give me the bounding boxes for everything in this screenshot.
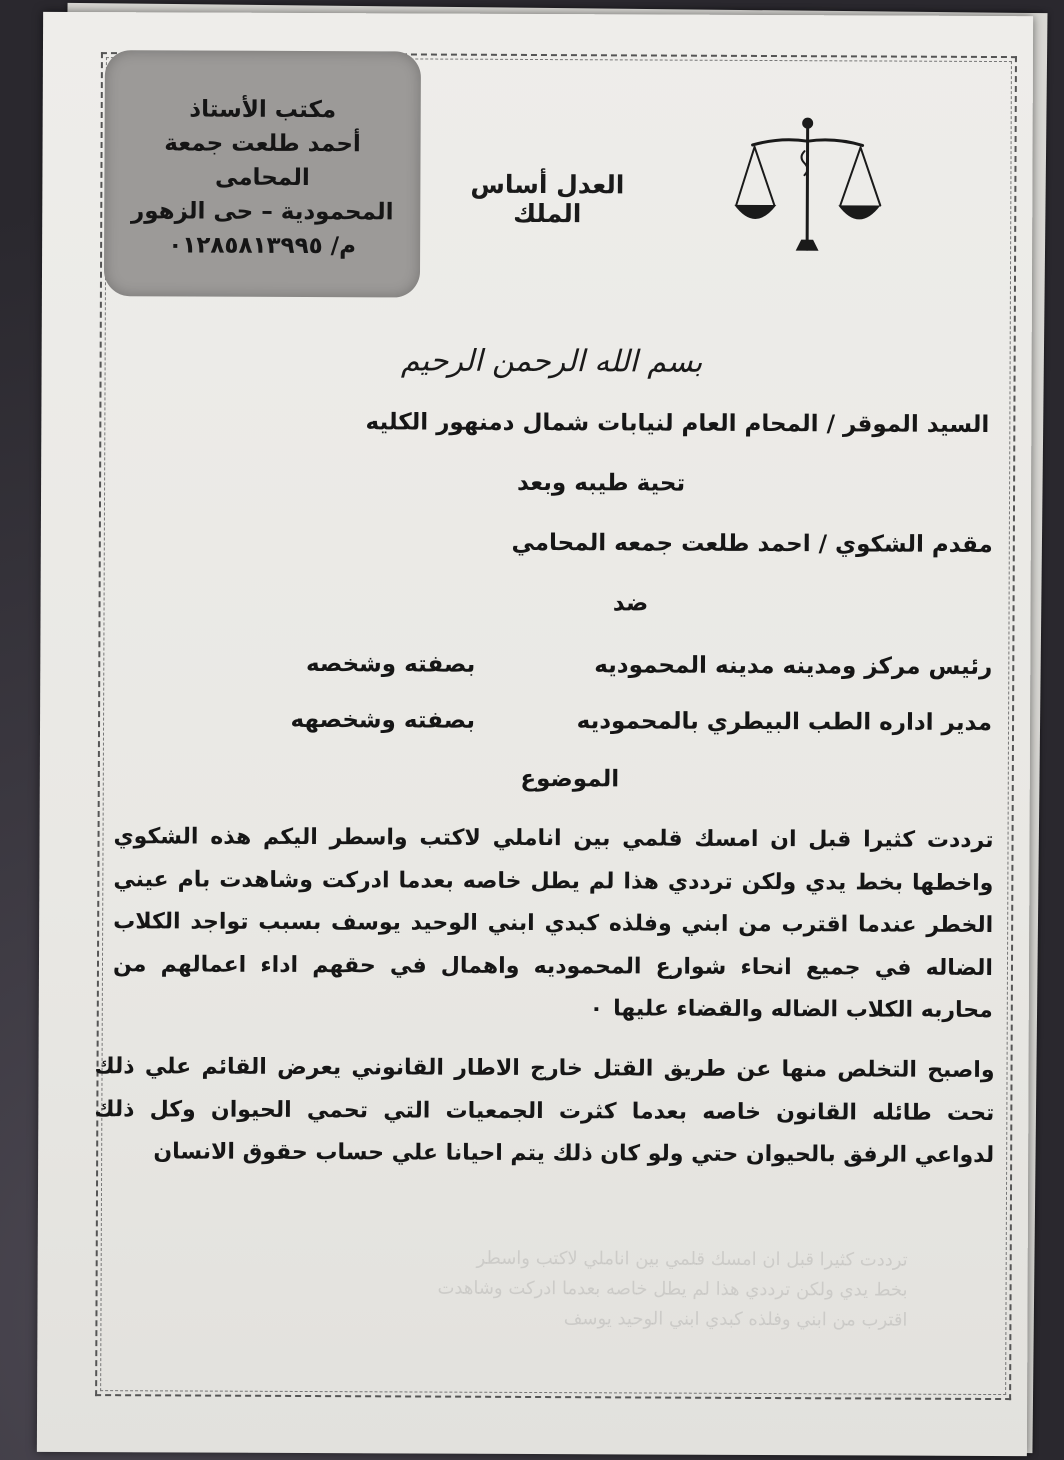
defendant-2-name: مدير اداره الطب البيطري بالمحموديه bbox=[576, 708, 993, 736]
defendant-1-name: رئيس مركز ومدينه مدينه المحموديه bbox=[594, 652, 993, 680]
stamp-profession: المحامى bbox=[215, 164, 310, 192]
defendant-2-capacity: بصفته وشخصهه bbox=[290, 706, 476, 734]
stamp-lawyer-name: أحمد طلعت جمعة bbox=[164, 130, 361, 158]
complaint-paragraph-1 bbox=[113, 816, 994, 1032]
scales-of-justice-icon bbox=[732, 111, 883, 262]
subject-label: الموضوع bbox=[520, 765, 620, 793]
show-through-text: ترددت كثيرا قبل ان امسك قلمي بين اناملي لاكتب واسطر بخط يدي ولكن ترددي هذا لم يطل خاصه بعدما ادركت وشاهدت اقترب من ابني وفلذه كبدي ابني الوحيد يوسف bbox=[437, 1247, 908, 1331]
paragraph-1-end-mark: ٠ bbox=[589, 996, 604, 1022]
paragraph-1-text: ترددت كثيرا قبل ان امسك قلمي بين اناملي لاكتب واسطر اليكم هذه الشكوي واخطها بخط يدي ولكن ترددي هذا لم يطل خاصه بعدما ادركت وشاهدت بام عيني الخطر عندما اقترب من ابني وفلذه كبدي ابني الوحيد يوسف بسبب تواجد الكلاب الضاله في جميع انحاء شوارع المحموديه واهمال في حقهم اداء اعمالهم من محاربه الكلاب الضاله والقضاء عليها bbox=[112, 824, 994, 1023]
stamp-address: المحمودية – حى الزهور bbox=[130, 198, 394, 226]
basmala: بسم الله الرحمن الرحيم bbox=[400, 343, 703, 380]
complaint-paragraph-2: واصبح التخلص منها عن طريق القتل خارج الاطار القانوني يعرض القائم علي ذلك تحت طائله القانون خاصه بعدما كثرت الجمعيات التي تحمي الحيوان وكل ذلك لدواعي الرفق بالحيوان حتي ولو كان ذلك يتم احيانا علي حساب حقوق الانسان bbox=[94, 1054, 995, 1169]
stamp-office-title: مكتب الأستاذ bbox=[189, 96, 337, 124]
complainant-line: مقدم الشكوي / احمد طلعت جمعه المحامي bbox=[511, 529, 993, 558]
lawyer-office-stamp bbox=[104, 50, 421, 297]
defendant-1-capacity: بصفته وشخصه bbox=[305, 651, 476, 678]
greeting-line: تحية طيبه وبعد bbox=[516, 469, 686, 497]
addressee-line: السيد الموقر / المحام العام لنيابات شمال دمنهور الكليه bbox=[365, 409, 990, 438]
against-label: ضد bbox=[612, 590, 649, 617]
motto-text: العدل أساس الملك bbox=[470, 169, 625, 229]
document-page bbox=[37, 12, 1033, 1456]
stamp-phone: م/ ٠١٢٨٥٨١٣٩٩٥ bbox=[168, 232, 357, 260]
